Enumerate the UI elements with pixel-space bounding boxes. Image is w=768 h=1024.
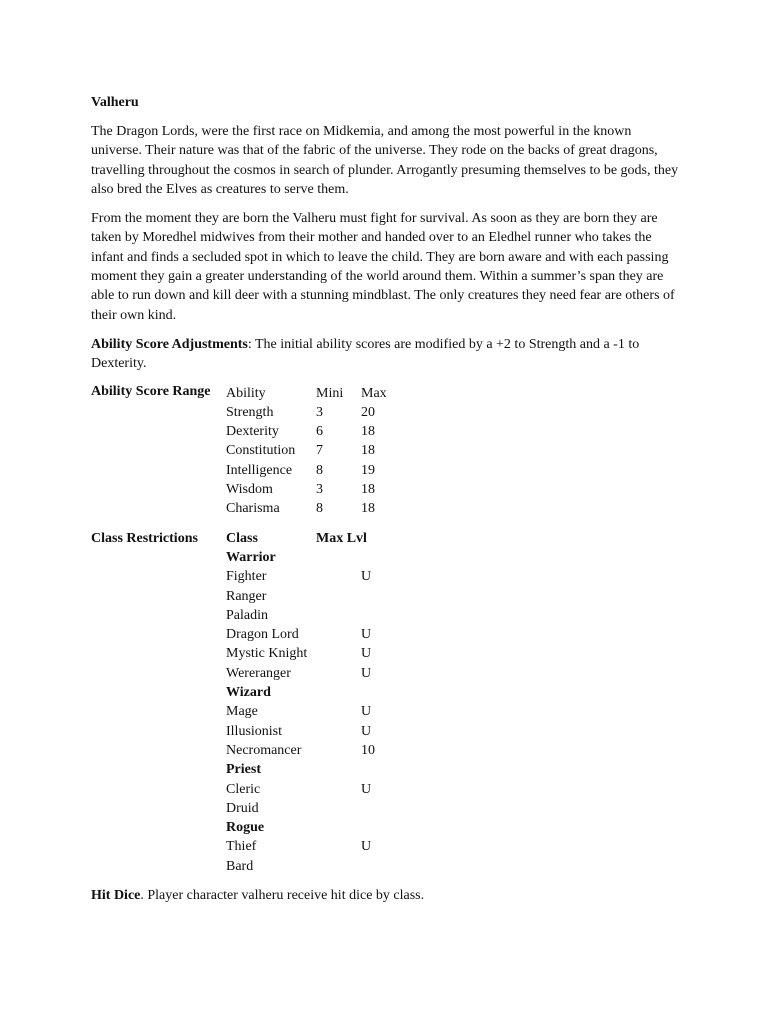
class-restrictions-table (226, 529, 401, 876)
table-row (226, 606, 401, 625)
ability-range-header (226, 384, 401, 403)
ability-name: Strength (226, 404, 274, 420)
class-name: Wereranger (226, 665, 291, 681)
class-max-level (361, 857, 401, 876)
class-group-rogue: Rogue (226, 820, 265, 836)
class-name: Paladin (226, 607, 268, 623)
ability-min: 8 (316, 462, 323, 478)
class-name: Dragon Lord (226, 627, 299, 643)
ability-name: Dexterity (226, 424, 279, 440)
class-max-level: U (361, 665, 372, 681)
table-row (226, 702, 401, 721)
class-group-wizard: Wizard (226, 685, 271, 701)
class-name: Cleric (226, 781, 261, 797)
ability-max: 18 (361, 424, 375, 440)
ability-max: 18 (361, 443, 375, 459)
class-max-level: U (361, 646, 372, 662)
header-class: Class (226, 530, 258, 546)
table-row (226, 799, 401, 818)
table-row (226, 741, 401, 760)
class-max-level: U (361, 704, 372, 720)
class-name: Ranger (226, 588, 267, 604)
ability-name: Intelligence (226, 462, 293, 478)
class-max-level (361, 587, 401, 606)
ability-max: 18 (361, 501, 375, 517)
ability-name: Charisma (226, 501, 280, 517)
table-row (226, 441, 401, 460)
class-max-level (361, 606, 401, 625)
class-name: Mage (226, 704, 258, 720)
ability-min: 6 (316, 424, 323, 440)
table-row (226, 625, 401, 644)
class-max-level: U (361, 723, 372, 739)
class-max-level: U (361, 781, 372, 797)
header-ability: Ability (226, 385, 266, 401)
table-row (226, 499, 401, 518)
ability-max: 18 (361, 482, 375, 498)
table-row (226, 837, 401, 856)
table-row (226, 461, 401, 480)
class-max-level: U (361, 569, 372, 585)
class-restrictions-section (91, 529, 681, 876)
table-row (226, 403, 401, 422)
page-title: Valheru (91, 95, 139, 110)
table-row (226, 587, 401, 606)
ability-adjustments-label: Ability Score Adjustments (91, 336, 248, 352)
class-name: Fighter (226, 569, 267, 585)
ability-score-range-section (91, 384, 681, 519)
table-row (226, 644, 401, 663)
class-name: Mystic Knight (226, 646, 308, 662)
header-mini: Mini (316, 385, 344, 401)
table-row (226, 722, 401, 741)
ability-score-range-label: Ability Score Range (91, 383, 211, 399)
ability-min: 3 (316, 482, 323, 498)
ability-score-range-table (226, 384, 401, 519)
class-max-level: 10 (361, 742, 375, 758)
ability-min: 3 (316, 404, 323, 420)
class-max-level (361, 799, 401, 818)
header-max-lvl: Max Lvl (316, 530, 367, 546)
hit-dice-label: Hit Dice (91, 887, 141, 903)
class-max-level: U (361, 839, 372, 855)
class-name: Necromancer (226, 742, 302, 758)
table-row (226, 567, 401, 586)
table-row (226, 664, 401, 683)
class-name: Illusionist (226, 723, 283, 739)
hit-dice-paragraph (91, 886, 681, 905)
table-row (226, 857, 401, 876)
hit-dice-text: . Player character valheru receive hit dice by class. (140, 887, 425, 903)
birth-paragraph: From the moment they are born the Valheru must fight for survival. As soon as they are born they are taken by Moredhel midwives from their mother and handed over to an Eledhel runner who takes the infant and finds a secluded spot in which to leave the child. They are born aware and with each passing moment they gain a greater understanding of the world around them. Within a summer’s span they are able to run down and kill deer with a stunning mindblast. The only creatures they need fear are others of their own kind. (91, 211, 675, 323)
ability-max: 19 (361, 462, 375, 478)
document-content (91, 93, 681, 915)
ability-name: Wisdom (226, 482, 273, 498)
class-name: Thief (226, 839, 257, 855)
ability-min: 8 (316, 501, 323, 517)
class-name: Bard (226, 858, 254, 874)
class-group-warrior: Warrior (226, 549, 276, 565)
ability-adjustments-text: : The initial ability scores are modified by a +2 to Strength and a -1 to Dexterity. (91, 336, 640, 372)
class-restrictions-label: Class Restrictions (91, 530, 198, 546)
table-row (226, 422, 401, 441)
class-restrictions-header (226, 529, 401, 548)
ability-name: Constitution (226, 443, 296, 459)
header-max: Max (361, 385, 387, 401)
class-group-priest: Priest (226, 762, 261, 778)
class-max-level: U (361, 627, 372, 643)
ability-max: 20 (361, 404, 375, 420)
ability-adjustments-paragraph (91, 335, 681, 374)
table-row (226, 480, 401, 499)
table-row (226, 780, 401, 799)
ability-min: 7 (316, 443, 323, 459)
intro-paragraph: The Dragon Lords, were the first race on Midkemia, and among the most powerful in the known universe. Their nature was that of the fabric of the universe. They rode on the backs of great dragons, travelling throughout the cosmos in search of plunder. Arrogantly presuming themselves to be gods, they also bred the Elves as creatures to serve them. (91, 124, 679, 197)
class-name: Druid (226, 800, 259, 816)
